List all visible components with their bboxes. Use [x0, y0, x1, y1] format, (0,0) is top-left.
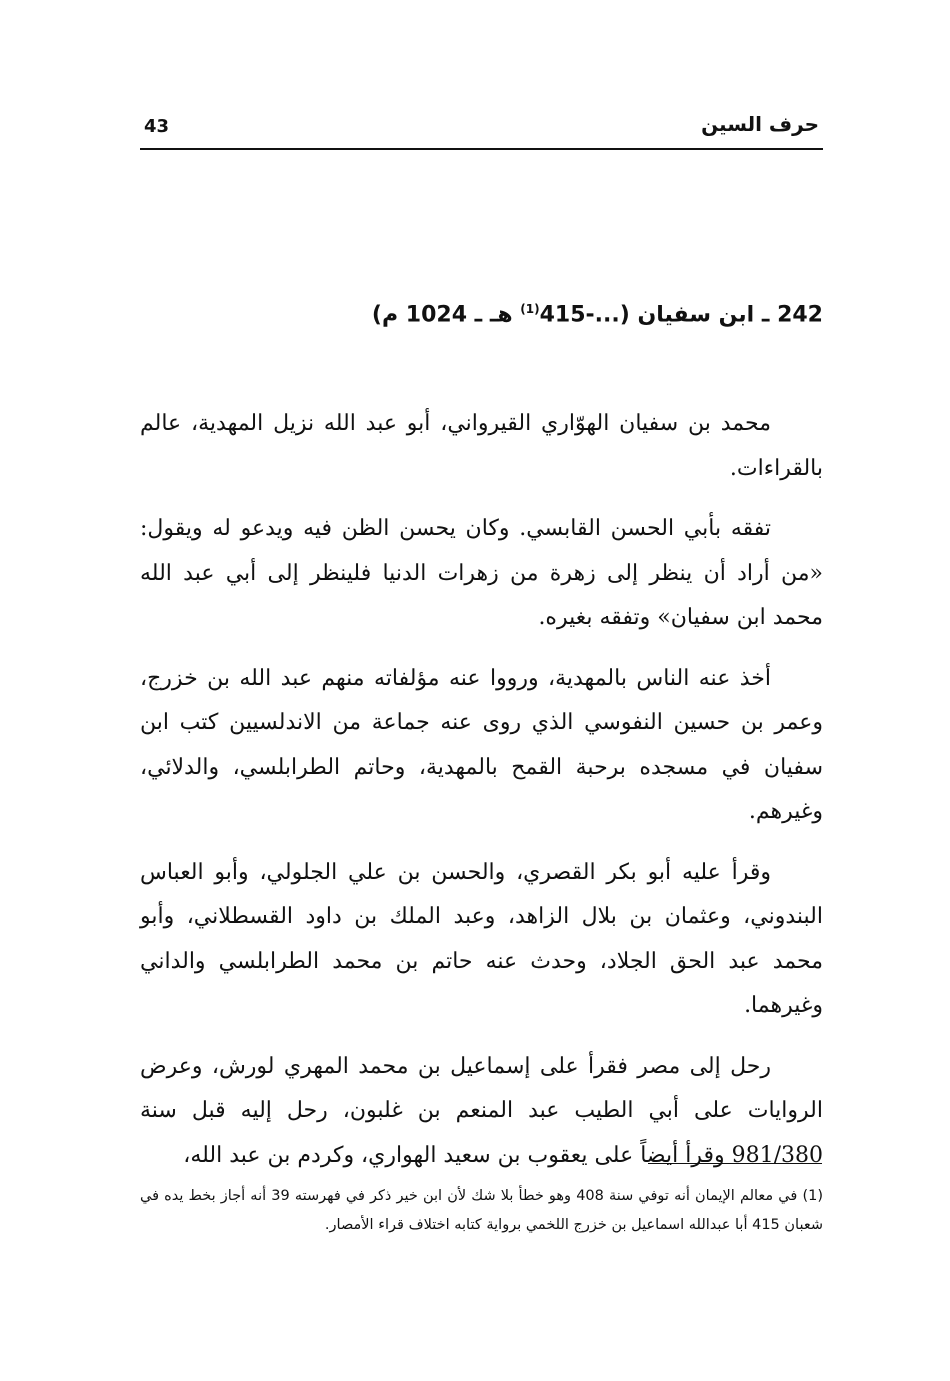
- paragraph-students: أخذ عنه الناس بالمهدية، ورووا عنه مؤلفاته منهم عبد الله بن خزرج، وعمر بن حسين النفوسي الذي روى عنه جماعة من الاندلسيين كتب ابن سفيان في مسجده برحبة القمح بالمهدية، وحاتم الطرابلسي، والدلائي، وغيرهم.: [140, 665, 823, 824]
- footnote: [140, 1182, 823, 1240]
- running-header: [140, 112, 823, 150]
- paragraph-identity: محمد بن سفيان الهوّاري القيرواني، أبو عبد الله نزيل المهدية، عالم بالقراءات.: [140, 411, 823, 481]
- footnote-text: (1) في معالم الإيمان أنه توفي سنة 408 وهو خطأ بلا شك لأن ابن خير ذكر في فهرسته 39 أنه أجاز بخط يده في شعبان 415 أبا عبدالله اسماعيل بن خزرج اللخمي برواية كتابه اختلاف قراء الأمصار.: [140, 1188, 824, 1233]
- entry-body: [140, 402, 823, 1194]
- entry-heading-main: 242 ـ ابن سفيان (...-415: [539, 302, 823, 328]
- paragraph-travels: رحل إلى مصر فقرأ على إسماعيل بن محمد المهري لورش، وعرض الروايات على أبي الطيب عبد المنعم بن غلبون، رحل إليه قبل سنة 981/380 وقرأ أيضاً على يعقوب بن سعيد الهواري، وكردم بن عبد الله،: [140, 1053, 823, 1168]
- paragraph-readers: وقرأ عليه أبو بكر القصري، والحسن بن علي الجلولي، وأبو العباس البندوني، وعثمان بن بلال الزاهد، وعبد الملك بن داود القسطلاني، وأبو محمد عبد الحق الجلاد، وحدث عنه حاتم بن محمد الطرابلسي والداني وغيرهما.: [140, 859, 823, 1018]
- entry-heading: [372, 302, 823, 327]
- paragraph-teachers: تفقه بأبي الحسن القابسي. وكان يحسن الظن فيه ويدعو له ويقول: «من أراد أن ينظر إلى زهرة من زهرات الدنيا فلينظر إلى أبي عبد الله محمد ابن سفيان» وتفقه بغيره.: [140, 516, 823, 630]
- footnote-divider: [648, 1163, 822, 1164]
- entry-heading-tail: هـ ـ 1024 م): [371, 302, 521, 328]
- section-title: حرف السين: [701, 112, 819, 136]
- page-number: 43: [144, 116, 170, 137]
- footnote-reference[interactable]: (1): [520, 302, 540, 316]
